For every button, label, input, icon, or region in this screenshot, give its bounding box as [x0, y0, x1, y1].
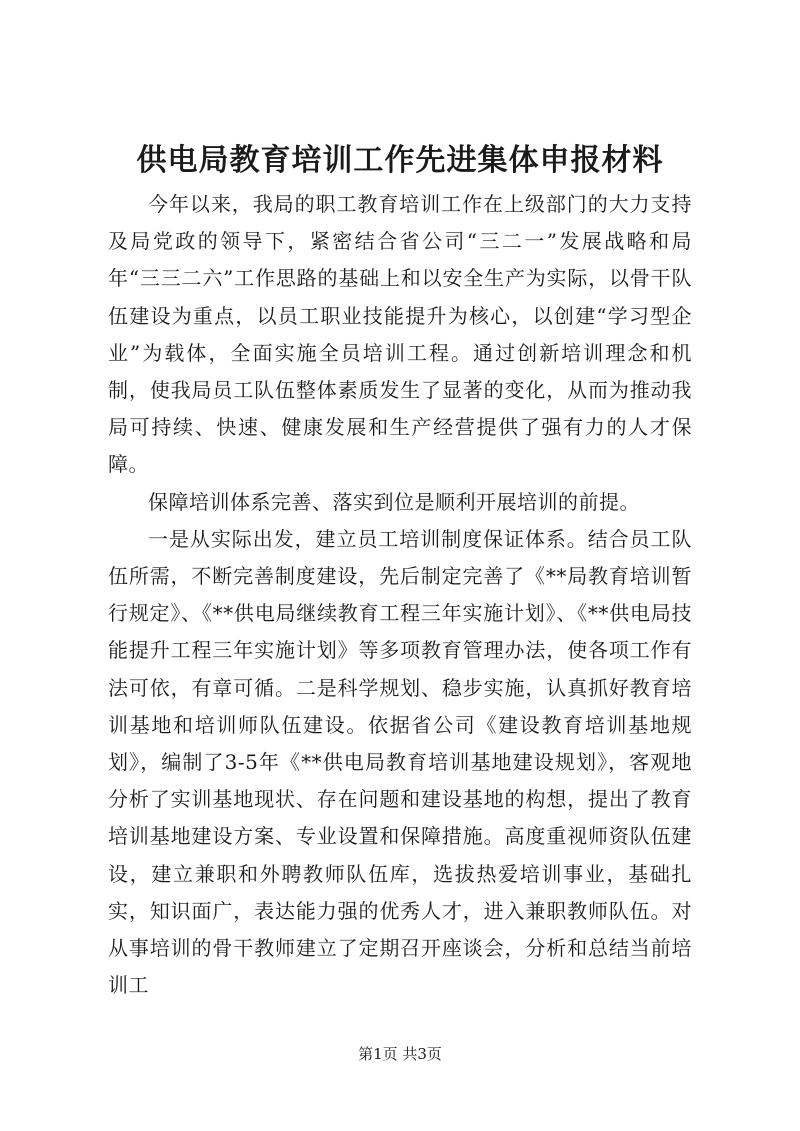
document-title: 供电局教育培训工作先进集体申报材料 [136, 143, 664, 178]
paragraph-premise: 保障培训体系完善、落实到位是顺利开展培训的前提。 [148, 489, 640, 514]
paragraph-intro: 今年以来，我局的职工教育培训工作在上级部门的大力支持及局党政的领导下，紧密结合省公司“三二一”发展战略和局年“三三二六”工作思路的基础上和以安全生产为实际，以骨干队伍建设为重点，以员工职业技能提升为核心，以创建“学习型企业”为载体，全面实施全员培训工程。通过创新培训理念和机制，使我局员工队伍整体素质发生了显著的变化，从而为推动我局可持续、快速、健康发展和生产经营提供了强有力的人才保障。 [108, 192, 692, 477]
paragraph-measures: 一是从实际出发，建立员工培训制度保证体系。结合员工队伍所需，不断完善制度建设，先后制定完善了《**局教育培训暂行规定》、《**供电局继续教育工程三年实施计划》、《**供电局技能提升工程三年实施计划》等多项教育管理办法，使各项工作有法可依，有章可循。二是科学规划、稳步实施，认真抓好教育培训基地和培训师队伍建设。依据省公司《建设教育培训基地规划》，编制了3-5年《**供电局教育培训基地建设规划》，客观地分析了实训基地现状、存在问题和建设基地的构想，提出了教育培训基地建设方案、专业设置和保障措施。高度重视师资队伍建设，建立兼职和外聘教师队伍库，选拔热爱培训事业，基础扎实，知识面广，表达能力强的优秀人才，进入兼职教师队伍。对从事培训的骨干教师建立了定期召开座谈会，分析和总结当前培训工 [108, 526, 692, 998]
page-number: 第1页 共3页 [358, 1045, 442, 1063]
document-body [108, 186, 692, 1004]
